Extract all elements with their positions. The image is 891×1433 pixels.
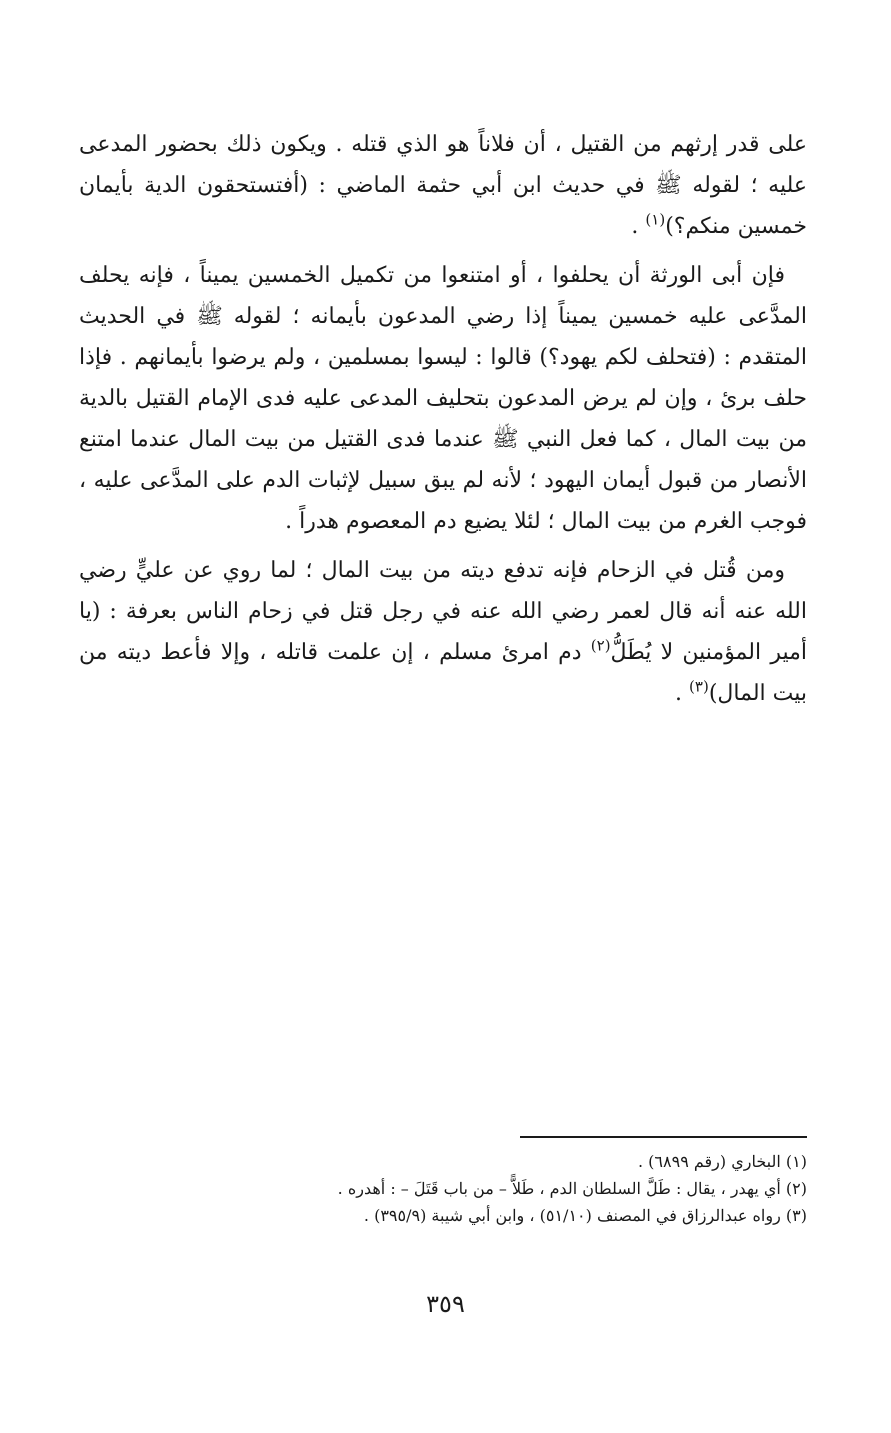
paragraph-3-text-continued: دم امرئ مسلم ، إن علمت قاتله ، وإلا فأعط ديته من بيت المال) xyxy=(79,640,807,706)
footnote-1: (١) البخاري (رقم ٦٨٩٩) . xyxy=(637,1152,807,1171)
paragraph-3 xyxy=(79,550,807,714)
footnote-ref-3[interactable]: (٣) xyxy=(689,677,709,696)
footnote-ref-1[interactable]: (١) xyxy=(645,210,666,229)
footnote-3: (٣) رواه عبدالرزاق في المصنف (٥١/١٠) ، وابن أبي شيبة (٣٩٥/٩) . xyxy=(363,1206,807,1225)
footnote-divider xyxy=(520,1136,807,1138)
footnotes-section xyxy=(87,1148,807,1229)
paragraph-2 xyxy=(79,255,807,542)
paragraph-1-text: على قدر إرثهم من القتيل ، أن فلاناً هو الذي قتله . ويكون ذلك بحضور المدعى عليه ؛ لقوله ﷺ في حديث ابن أبي حثمة الماضي : (أفتستحقون الدية بأيمان خمسين منكم؟) xyxy=(79,132,807,239)
footnote-2: (٢) أي يهدر ، يقال : طَلَّ السلطان الدم ، طَلاًّ – من باب قَتَلَ – : أهدره . xyxy=(337,1179,807,1198)
page-number: ٣٥٩ xyxy=(426,1290,465,1318)
footnote-ref-2[interactable]: (٢) xyxy=(590,636,611,655)
paragraph-1 xyxy=(79,124,807,247)
paragraph-2-text: فإن أبى الورثة أن يحلفوا ، أو امتنعوا من تكميل الخمسين يميناً ، فإنه يحلف المدَّعى عليه خمسين يميناً إذا رضي المدعون بأيمانه ؛ لقوله ﷺ في الحديث المتقدم : (فتحلف لكم يهود؟) قالوا : ليسوا بمسلمين ، ولم يرضوا بأيمانهم . فإذا حلف برئ ، وإن لم يرض المدعون بتحليف المدعى عليه فدى الإمام القتيل بالدية من بيت المال ، كما فعل النبي ﷺ عندما فدى القتيل من بيت المال عندما امتنع الأنصار من قبول أيمان اليهود ؛ لأنه لم يبق سبيل لإثبات الدم على المدَّعى عليه ، فوجب الغرم من بيت المال ؛ لئلا يضيع دم المعصوم هدراً . xyxy=(79,263,807,534)
main-text-block xyxy=(79,124,807,714)
paragraph-3-tail: . xyxy=(675,681,690,706)
paragraph-1-tail: . xyxy=(631,214,646,239)
paragraph-3-text: ومن قُتل في الزحام فإنه تدفع ديته من بيت المال ؛ لما روي عن عليٍّ رضي الله عنه أنه قال لعمر رضي الله عنه في رجل قتل في زحام الناس بعرفة : (يا أمير المؤمنين لا يُطَلُّ xyxy=(79,558,807,665)
